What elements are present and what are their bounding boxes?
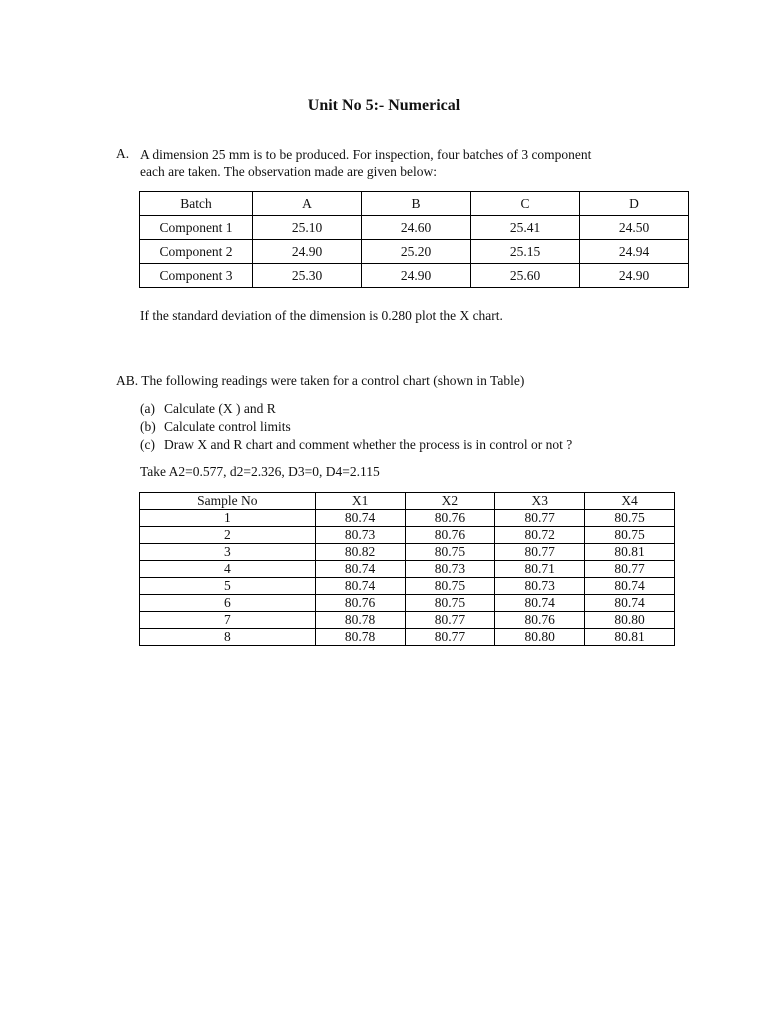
table-cell: 24.94 <box>580 240 689 264</box>
header-cell: C <box>471 192 580 216</box>
table-row <box>140 240 689 264</box>
table-cell: 25.10 <box>253 216 362 240</box>
table-cell: 24.90 <box>580 264 689 288</box>
table-cell: 80.73 <box>315 527 405 544</box>
question-a-marker: A. <box>116 146 130 161</box>
table-row <box>140 216 689 240</box>
table-cell: 80.73 <box>405 561 495 578</box>
table-cell: 80.80 <box>585 612 675 629</box>
table-cell: 80.74 <box>315 561 405 578</box>
table-cell: 1 <box>140 510 316 527</box>
table-cell: 25.20 <box>362 240 471 264</box>
table-cell: 80.77 <box>495 544 585 561</box>
header-cell: Sample No <box>140 493 316 510</box>
table-cell: 6 <box>140 595 316 612</box>
table-row <box>140 561 675 578</box>
table-cell: 80.74 <box>495 595 585 612</box>
table-row <box>140 264 689 288</box>
table-cell: 25.30 <box>253 264 362 288</box>
table-cell: 80.77 <box>405 629 495 646</box>
table-cell: 80.72 <box>495 527 585 544</box>
table-cell: 80.81 <box>585 629 675 646</box>
question-b-task-list <box>140 400 572 454</box>
table-cell: 8 <box>140 629 316 646</box>
table-cell: Component 1 <box>140 216 253 240</box>
list-item-label: (c) <box>140 437 155 452</box>
table-cell: 80.74 <box>585 595 675 612</box>
table-cell: 80.82 <box>315 544 405 561</box>
header-cell: Batch <box>140 192 253 216</box>
page-title: Unit No 5:- Numerical <box>307 97 461 114</box>
table-cell: 80.76 <box>495 612 585 629</box>
list-item <box>140 436 572 454</box>
table-cell: 2 <box>140 527 316 544</box>
header-cell: D <box>580 192 689 216</box>
list-item-label: (b) <box>140 419 156 434</box>
question-b-intro: AB. The following readings were taken for a control chart (shown in Table) <box>116 373 525 388</box>
table-row <box>140 578 675 595</box>
question-a-text <box>140 146 680 180</box>
table-cell: 25.60 <box>471 264 580 288</box>
table-row <box>140 527 675 544</box>
table-cell: 3 <box>140 544 316 561</box>
table-cell: 80.75 <box>585 527 675 544</box>
table-cell: 7 <box>140 612 316 629</box>
table-cell: 80.75 <box>405 578 495 595</box>
table-cell: 80.77 <box>585 561 675 578</box>
table-cell: 80.76 <box>405 510 495 527</box>
table-row <box>140 544 675 561</box>
header-cell: X2 <box>405 493 495 510</box>
question-a-line-2: each are taken. The observation made are given below: <box>140 164 437 179</box>
table-cell: 80.80 <box>495 629 585 646</box>
table-cell: 4 <box>140 561 316 578</box>
list-item-text: Draw X and R chart and comment whether the process is in control or not ? <box>164 437 573 452</box>
table-cell: 80.76 <box>405 527 495 544</box>
batch-observation-table <box>139 191 689 288</box>
table-header-row <box>140 192 689 216</box>
table-cell: 5 <box>140 578 316 595</box>
table-cell: 80.77 <box>405 612 495 629</box>
list-item <box>140 400 572 418</box>
question-a-note: If the standard deviation of the dimension is 0.280 plot the X chart. <box>140 308 503 323</box>
table-cell: Component 3 <box>140 264 253 288</box>
table-cell: 80.75 <box>585 510 675 527</box>
table-cell: 80.74 <box>585 578 675 595</box>
table-row <box>140 612 675 629</box>
table-cell: 80.78 <box>315 629 405 646</box>
table-cell: 25.41 <box>471 216 580 240</box>
list-item-text: Calculate control limits <box>164 419 291 434</box>
sample-readings-table <box>139 492 675 646</box>
header-cell: X4 <box>585 493 675 510</box>
table-cell: 80.74 <box>315 510 405 527</box>
table-row <box>140 629 675 646</box>
question-a-line-1: A dimension 25 mm is to be produced. For inspection, four batches of 3 component <box>140 147 592 162</box>
table-cell: 80.76 <box>315 595 405 612</box>
table-cell: 80.74 <box>315 578 405 595</box>
table-cell: 80.75 <box>405 544 495 561</box>
table-cell: 24.50 <box>580 216 689 240</box>
list-item <box>140 418 572 436</box>
table-row <box>140 595 675 612</box>
table-cell: 80.81 <box>585 544 675 561</box>
table-cell: 25.15 <box>471 240 580 264</box>
table-cell: 24.90 <box>362 264 471 288</box>
header-cell: X1 <box>315 493 405 510</box>
table-header-row <box>140 493 675 510</box>
header-cell: X3 <box>495 493 585 510</box>
table-row <box>140 510 675 527</box>
table-cell: 24.90 <box>253 240 362 264</box>
table-cell: 80.73 <box>495 578 585 595</box>
list-item-text: Calculate (X ) and R <box>164 401 276 416</box>
list-item-label: (a) <box>140 401 155 416</box>
question-b-constants: Take A2=0.577, d2=2.326, D3=0, D4=2.115 <box>140 464 380 479</box>
header-cell: A <box>253 192 362 216</box>
table-cell: Component 2 <box>140 240 253 264</box>
table-cell: 24.60 <box>362 216 471 240</box>
table-cell: 80.78 <box>315 612 405 629</box>
table-cell: 80.71 <box>495 561 585 578</box>
table-cell: 80.77 <box>495 510 585 527</box>
table-cell: 80.75 <box>405 595 495 612</box>
header-cell: B <box>362 192 471 216</box>
